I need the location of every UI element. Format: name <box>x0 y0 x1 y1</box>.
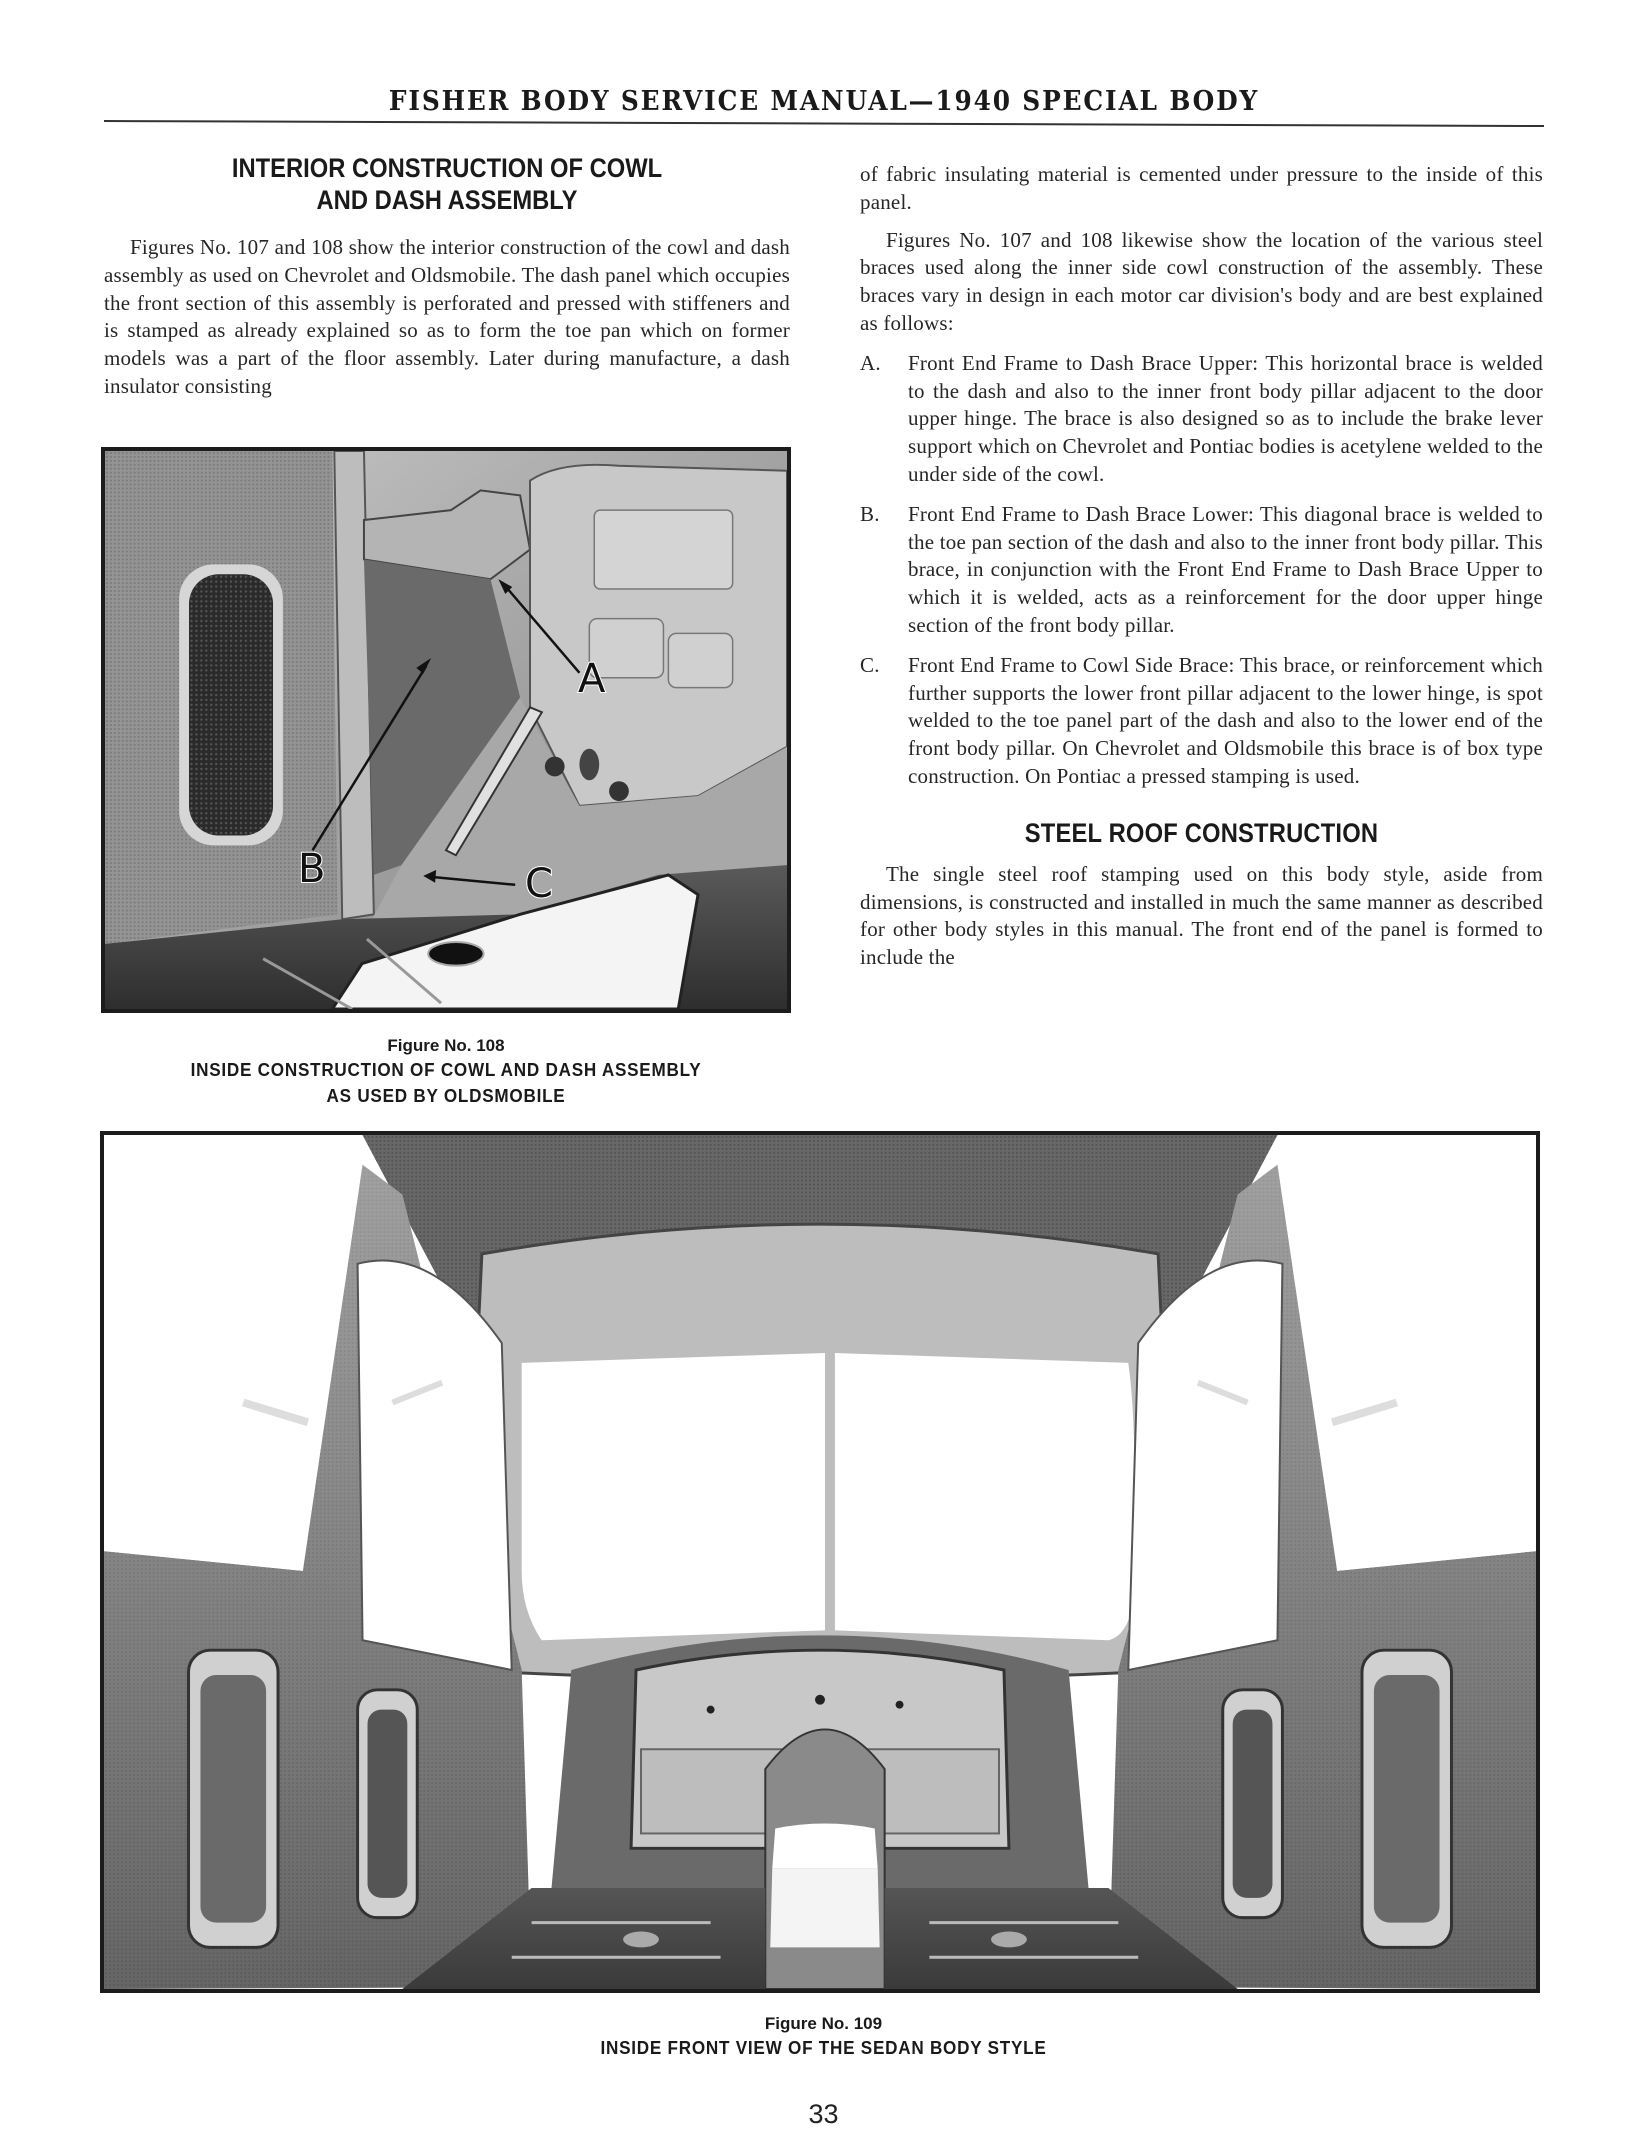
running-header: FISHER BODY SERVICE MANUAL—1940 SPECIAL BODY <box>388 86 1260 117</box>
section-heading-steel-roof: STEEL ROOF CONSTRUCTION <box>1024 817 1379 848</box>
figure-108-title-line2: AS USED BY OLDSMOBILE <box>326 1086 566 1106</box>
paragraph-insulator-continuation: of fabric insulating material is cemented under pressure to the inside of this panel. <box>860 162 1543 214</box>
page-number: 33 <box>808 2099 839 2129</box>
section-heading-line2: AND DASH ASSEMBLY <box>316 185 578 215</box>
figure-108-photo <box>101 447 791 1013</box>
cowl-dash-body <box>104 234 790 401</box>
brace-item-a <box>860 350 1543 489</box>
figure-109-title: INSIDE FRONT VIEW OF THE SEDAN BODY STYLE <box>600 2038 1047 2058</box>
figure-109-photo <box>100 1131 1540 1993</box>
figure-109-number: Figure No. 109 <box>764 2014 883 2033</box>
figure-108-title-line1: INSIDE CONSTRUCTION OF COWL AND DASH ASSEMBLY <box>190 1060 702 1080</box>
brace-marker-a: A. <box>860 350 881 375</box>
figure-108-number: Figure No. 108 <box>387 1036 505 1055</box>
header-rule <box>104 120 1544 127</box>
brace-text-a: Front End Frame to Dash Brace Upper: This horizontal brace is welded to the dash and also to the inner front body pillar adjacent to the door upper hinge. The brace is also designed so as to include the brake lever support which on Chevrolet and Pontiac bodies is acetylene welded to the under side of the cowl. <box>908 350 1543 486</box>
cowl-dash-photo-illustration <box>105 451 787 1009</box>
paragraph-braces-intro: Figures No. 107 and 108 likewise show the location of the various steel braces used along the inner side cowl construction of the assembly. These braces vary in design in each motor car division's body and are best explained as follows: <box>860 227 1543 335</box>
brace-item-b <box>860 501 1543 640</box>
section-heading-line1: INTERIOR CONSTRUCTION OF COWL <box>231 153 663 183</box>
brace-text-b: Front End Frame to Dash Brace Lower: This diagonal brace is welded to the toe pan section of the dash and also to the inner front body pillar. This brace, in conjunction with the Front End Frame to Dash Brace Upper to which it is welded, acts as a reinforcement for the door upper hinge section of the front body pillar. <box>908 501 1543 637</box>
brace-item-c <box>860 652 1543 791</box>
brace-text-c: Front End Frame to Cowl Side Brace: This brace, or reinforcement which further supports the lower front pillar adjacent to the lower hinge, is spot welded to the toe panel part of the dash and also to the lower end of the front body pillar. On Chevrolet and Oldsmobile this brace is of box type construction. On Pontiac a pressed stamping is used. <box>908 652 1543 788</box>
brace-marker-b: B. <box>860 501 880 526</box>
callout-b: B <box>298 846 326 892</box>
brace-marker-c: C. <box>860 652 880 677</box>
section-heading-cowl-dash <box>145 152 749 216</box>
paragraph-steel-roof: The single steel roof stamping used on this body style, aside from dimensions, is constructed and installed in much the same manner as described for other body styles in this manual. The front end of the panel is formed to include the <box>860 861 1543 970</box>
left-column <box>104 152 790 401</box>
right-column <box>860 161 1543 972</box>
sedan-interior-photo-illustration <box>104 1135 1536 1989</box>
callout-a: A <box>578 656 606 702</box>
callout-c: C <box>525 861 553 907</box>
paragraph-cowl-dash: Figures No. 107 and 108 show the interior construction of the cowl and dash assembly as used on Chevrolet and Oldsmobile. The dash panel which occupies the front section of this assembly is perforated and pressed with stiffeners and is stamped as already explained so as to form the toe pan which on former models was a part of the floor assembly. Later during manufacture, a dash insulator consisting <box>104 235 790 398</box>
figure-109-caption <box>0 2012 1647 2061</box>
figure-108-caption <box>101 1034 791 1109</box>
